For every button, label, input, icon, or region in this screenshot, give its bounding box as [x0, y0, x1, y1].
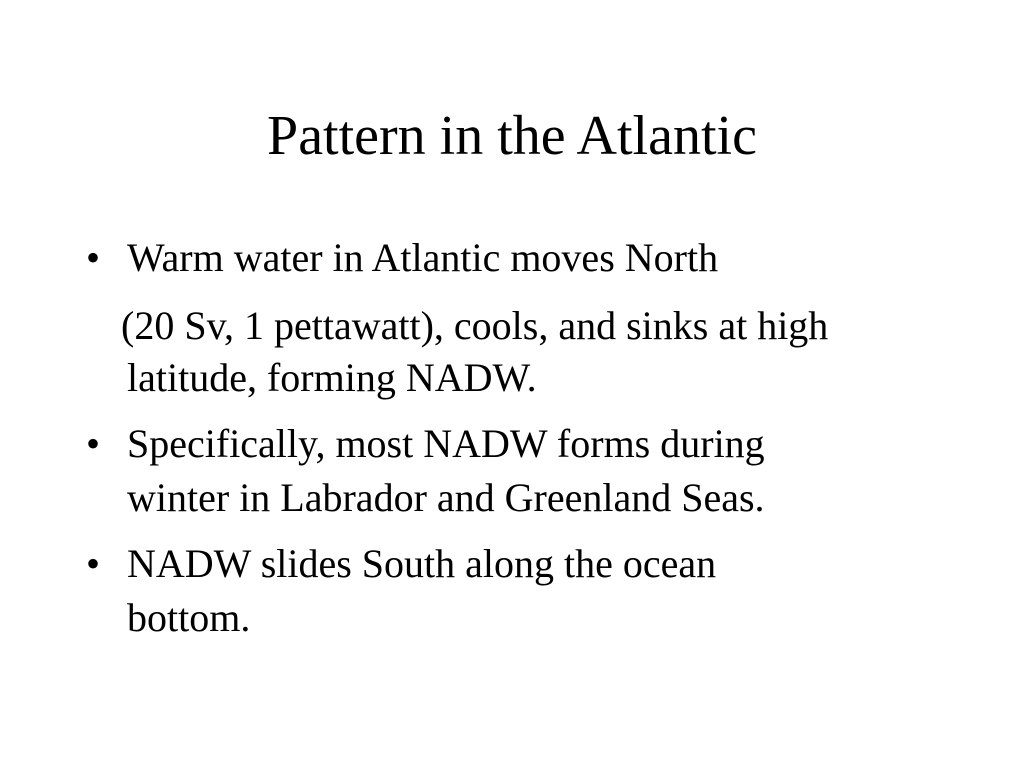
bullet-3-line-2: winter in Labrador and Greenland Seas.: [127, 475, 765, 520]
bullet-4-line-1: NADW slides South along the ocean: [127, 541, 717, 586]
bullet-marker: •: [86, 235, 101, 280]
slide-title: Pattern in the Atlantic: [267, 105, 757, 167]
paragraph-2-line-2: latitude, forming NADW.: [127, 355, 537, 400]
bullet-marker: •: [86, 541, 101, 586]
paragraph-2-line-1: (20 Sv, 1 pettawatt), cools, and sinks at high: [121, 303, 829, 348]
bullet-marker: •: [86, 421, 101, 466]
bullet-1-line-1: Warm water in Atlantic moves North: [127, 235, 719, 280]
bullet-3-line-1: Specifically, most NADW forms during: [127, 421, 765, 466]
bullet-4-line-2: bottom.: [127, 595, 251, 640]
